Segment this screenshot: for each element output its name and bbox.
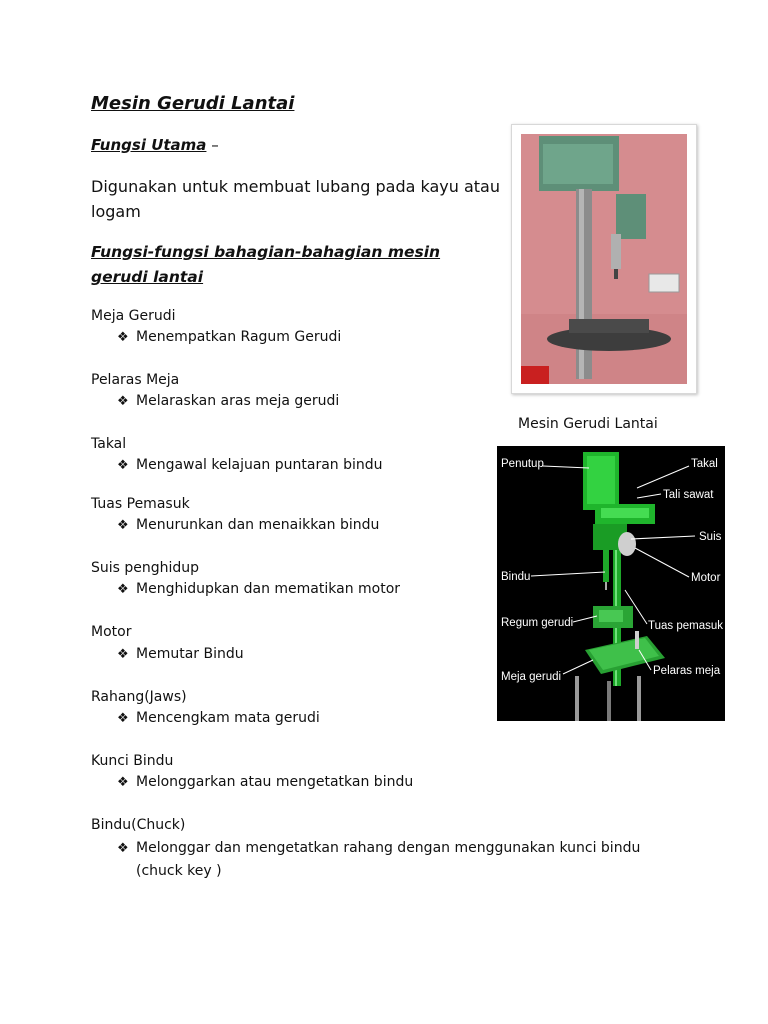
subheading: Fungsi-fungsi bahagian-bahagian mesin gerudi lantai	[91, 243, 441, 286]
drill-press-illustration	[521, 134, 687, 384]
part-desc-text: Menurunkan dan menaikkan bindu	[136, 517, 380, 533]
diagram-label-regum-gerudi: Regum gerudi	[501, 617, 574, 629]
part-desc	[117, 457, 383, 473]
diagram-label-tuas-pemasuk: Tuas pemasuk	[648, 620, 723, 632]
part-desc-text: Melonggarkan atau mengetatkan bindu	[136, 774, 414, 790]
part-name: Kunci Bindu	[91, 753, 174, 769]
part-desc	[117, 710, 320, 726]
part-name: Rahang(Jaws)	[91, 689, 187, 705]
fungsi-utama-heading	[91, 136, 219, 154]
diagram-label-takal: Takal	[691, 458, 718, 470]
labelled-diagram	[497, 446, 725, 721]
diagram-label-motor: Motor	[691, 572, 721, 584]
diagram-label-meja-gerudi: Meja gerudi	[501, 671, 562, 683]
part-desc	[117, 774, 413, 790]
part-desc-text: Menempatkan Ragum Gerudi	[136, 329, 342, 345]
part-desc	[117, 581, 400, 597]
part-desc	[117, 393, 339, 409]
part-desc	[117, 646, 244, 662]
part-desc-text: Mengawal kelajuan puntaran bindu	[136, 457, 383, 473]
diagram-label-suis: Suis	[699, 531, 722, 543]
part-name: Motor	[91, 624, 132, 640]
part-name: Tuas Pemasuk	[91, 496, 190, 512]
part-desc	[117, 837, 677, 882]
photo-caption: Mesin Gerudi Lantai	[518, 416, 658, 432]
bullet-icon: ❖	[117, 394, 129, 409]
part-desc	[117, 517, 379, 533]
photo-image	[521, 134, 687, 384]
part-desc-text: Mencengkam mata gerudi	[136, 710, 320, 726]
diagram-label-pelaras-meja: Pelaras meja	[653, 665, 721, 677]
part-desc-continuation: (chuck key )	[136, 863, 222, 879]
bullet-icon: ❖	[117, 647, 129, 662]
bullet-icon: ❖	[117, 841, 129, 856]
part-name: Suis penghidup	[91, 560, 200, 576]
part-desc	[117, 329, 341, 345]
part-name: Pelaras Meja	[91, 372, 180, 388]
part-desc-text: Melonggar dan mengetatkan rahang dengan menggunakan kunci bindu	[136, 840, 641, 856]
bullet-icon: ❖	[117, 711, 129, 726]
bullet-icon: ❖	[117, 458, 129, 473]
bullet-icon: ❖	[117, 518, 129, 533]
fungsi-utama-label: Fungsi Utama	[91, 136, 207, 154]
diagram-label-tali-sawat: Tali sawat	[663, 489, 714, 501]
part-name: Takal	[91, 436, 127, 452]
fungsi-utama-dash: –	[206, 136, 219, 154]
page-title: Mesin Gerudi Lantai	[91, 93, 295, 114]
drill-press-photo	[511, 124, 697, 394]
part-name: Bindu(Chuck)	[91, 817, 186, 833]
bullet-icon: ❖	[117, 330, 129, 345]
part-desc-text: Menghidupkan dan mematikan motor	[136, 581, 401, 597]
bullet-icon: ❖	[117, 582, 129, 597]
part-name: Meja Gerudi	[91, 308, 176, 324]
diagram-label-bindu: Bindu	[501, 571, 531, 583]
part-desc-text: Melaraskan aras meja gerudi	[136, 393, 340, 409]
bullet-icon: ❖	[117, 775, 129, 790]
part-desc-text: Memutar Bindu	[136, 646, 244, 662]
diagram-label-penutup: Penutup	[501, 458, 544, 470]
description: Digunakan untuk membuat lubang pada kayu atau logam	[91, 177, 500, 221]
diagram-svg	[497, 446, 725, 721]
